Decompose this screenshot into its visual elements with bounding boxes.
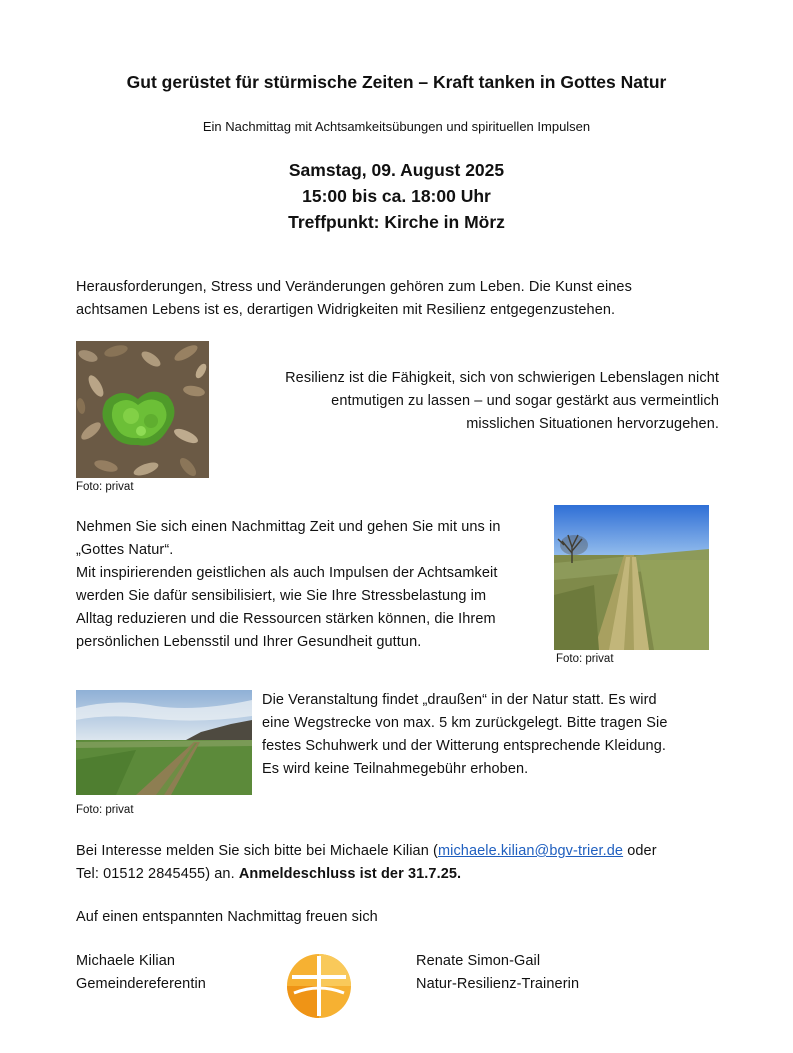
event-place: Treffpunkt: Kirche in Mörz <box>288 212 505 232</box>
contact-line-1 <box>76 840 736 863</box>
organizer-name: Michaele Kilian <box>76 953 176 969</box>
resilience-line: Resilienz ist die Fähigkeit, sich von schwierigen Lebenslagen nicht <box>285 370 719 386</box>
resilience-line: misslichen Situationen hervorzugehen. <box>466 416 719 432</box>
outdoor-line: festes Schuhwerk und der Witterung entsprechende Kleidung. <box>262 738 666 754</box>
cross-circle-logo-icon <box>286 953 352 1019</box>
photo-caption: Foto: privat <box>76 804 134 816</box>
event-info <box>0 157 793 235</box>
organizer-role: Natur-Resilienz-Trainerin <box>416 976 580 992</box>
contact-prefix: Bei Interesse melden Sie sich bitte bei Michaele Kilian ( <box>76 843 438 859</box>
invite-line: Alltag reduzieren und die Ressourcen stärken können, die Ihrem <box>76 611 496 627</box>
resilience-line: entmutigen zu lassen – und sogar gestärkt aus vermeintlich <box>331 393 719 409</box>
invite-line: persönlichen Lebensstil und Ihrer Gesundheit guttun. <box>76 634 422 650</box>
meadow-path-photo <box>554 505 709 650</box>
organizer-left <box>76 950 206 996</box>
outdoor-line: eine Wegstrecke von max. 5 km zurückgelegt. Bitte tragen Sie <box>262 715 668 731</box>
intro-line: Herausforderungen, Stress und Veränderungen gehören zum Leben. Die Kunst eines <box>76 279 632 295</box>
moss-photo <box>76 341 209 478</box>
deadline-text: Anmeldeschluss ist der 31.7.25. <box>238 866 462 882</box>
invite-line: Nehmen Sie sich einen Nachmittag Zeit und gehen Sie mit uns in <box>76 519 501 535</box>
outdoor-paragraph <box>262 689 732 781</box>
organizer-role: Gemeindereferentin <box>76 976 206 992</box>
outdoor-line: Es wird keine Teilnahmegebühr erhoben. <box>262 761 529 777</box>
phone-text: Tel: 01512 2845455) an. <box>76 866 239 882</box>
invite-line: „Gottes Natur“. <box>76 542 174 558</box>
contact-suffix: oder <box>623 843 657 859</box>
resilience-paragraph <box>220 367 719 436</box>
intro-paragraph <box>76 276 726 322</box>
invite-line: Mit inspirierenden geistlichen als auch Impulsen der Achtsamkeit <box>76 565 498 581</box>
organizer-name: Renate Simon-Gail <box>416 953 541 969</box>
page-title: Gut gerüstet für stürmische Zeiten – Kraft tanken in Gottes Natur <box>126 72 667 92</box>
event-date: Samstag, 09. August 2025 <box>288 160 505 180</box>
field-photo <box>76 690 252 795</box>
contact-paragraph <box>76 840 736 886</box>
photo-caption: Foto: privat <box>556 653 614 665</box>
contact-line-2 <box>76 863 736 886</box>
closing-text: Auf einen entspannten Nachmittag freuen sich <box>76 909 378 925</box>
photo-caption: Foto: privat <box>76 481 134 493</box>
outdoor-line: Die Veranstaltung findet „draußen“ in der Natur statt. Es wird <box>262 692 657 708</box>
invite-line: werden Sie dafür sensibilisiert, wie Sie Ihre Stressbelastung im <box>76 588 487 604</box>
email-link[interactable]: michaele.kilian@bgv-trier.de <box>437 843 624 859</box>
event-time: 15:00 bis ca. 18:00 Uhr <box>302 186 491 206</box>
page-subtitle: Ein Nachmittag mit Achtsamkeitsübungen und spirituellen Impulsen <box>202 119 591 134</box>
organizer-right <box>416 950 579 996</box>
invite-paragraph <box>76 516 546 654</box>
intro-line: achtsamen Lebens ist es, derartigen Widrigkeiten mit Resilienz entgegenzustehen. <box>76 302 616 318</box>
